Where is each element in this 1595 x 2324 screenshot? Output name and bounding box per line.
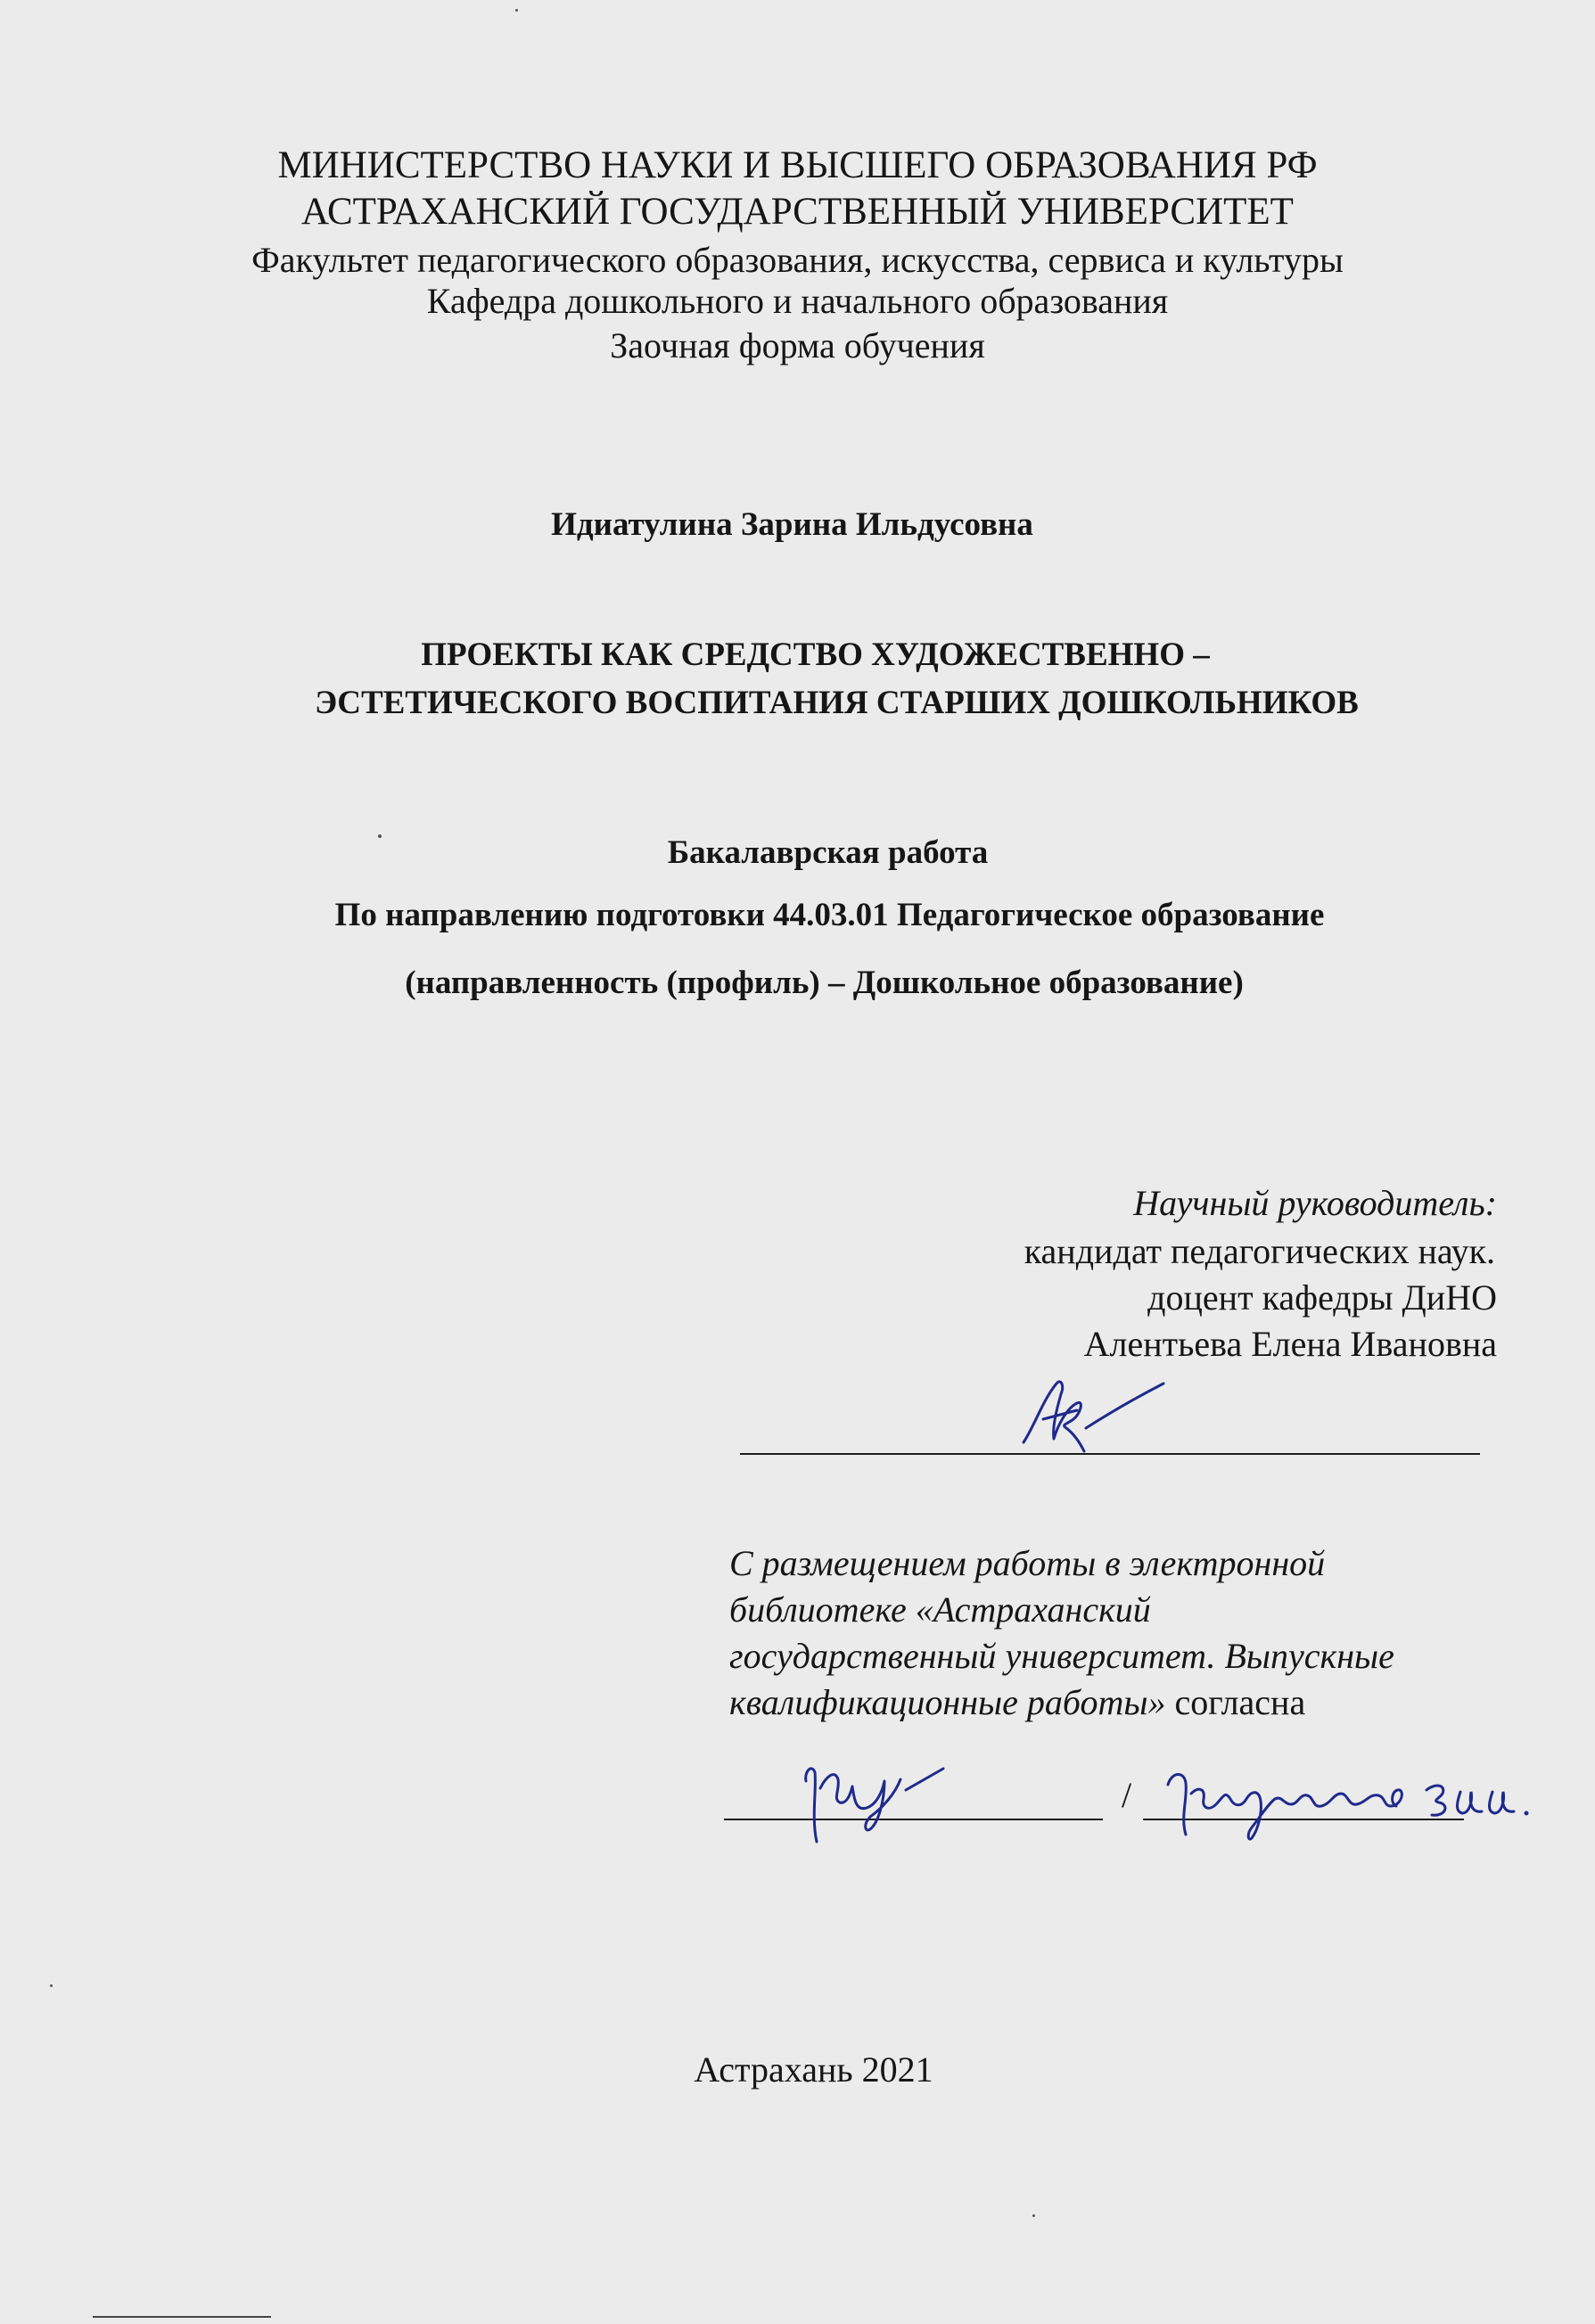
consent-line-2: библиотеке «Астраханский [729, 1589, 1151, 1630]
consent-line-4-italic: квалификационные работы» [729, 1682, 1166, 1722]
supervisor-signature [1007, 1364, 1177, 1462]
scan-speck [1032, 2214, 1035, 2217]
scan-speck [378, 834, 382, 838]
work-direction: По направлению подготовки 44.03.01 Педагогическое образование [334, 897, 1325, 933]
faculty-line: Факультет педагогического образования, искусства, сервиса и культуры [251, 240, 1344, 280]
supervisor-label: Научный руководитель: [1133, 1183, 1497, 1223]
supervisor-degree: кандидат педагогических наук. [1024, 1231, 1495, 1271]
department-line: Кафедра дошкольного и начального образования [426, 281, 1169, 321]
title-line-1: ПРОЕКТЫ КАК СРЕДСТВО ХУДОЖЕСТВЕННО – [421, 636, 1210, 673]
consent-line-4 [729, 1681, 1305, 1724]
ministry-line: МИНИСТЕРСТВО НАУКИ И ВЫСШЕГО ОБРАЗОВАНИЯ РФ [277, 144, 1318, 186]
scan-edge-line [93, 2316, 271, 2318]
consent-line-3: государственный университет. Выпускные [729, 1636, 1394, 1676]
scan-speck [515, 9, 518, 12]
consent-line-1: С размещением работы в электронной [729, 1543, 1326, 1583]
student-handwritten-name [1159, 1749, 1533, 1847]
author-name: Идиатулина Зарина Ильдусовна [551, 506, 1033, 543]
work-type: Бакалаврская работа [667, 834, 989, 871]
student-signature [785, 1737, 990, 1852]
signature-separator: / [1122, 1775, 1132, 1815]
study-form-line: Заочная форма обучения [610, 325, 985, 365]
title-line-2: ЭСТЕТИЧЕСКОГО ВОСПИТАНИЯ СТАРШИХ ДОШКОЛЬНИКОВ [315, 685, 1359, 721]
supervisor-position: доцент кафедры ДиНО [1147, 1277, 1497, 1318]
supervisor-name: Алентьева Елена Ивановна [1083, 1324, 1497, 1364]
scan-speck [50, 1984, 53, 1987]
university-line: АСТРАХАНСКИЙ ГОСУДАРСТВЕННЫЙ УНИВЕРСИТЕТ [301, 191, 1294, 233]
consent-line-4-rest: согласна [1165, 1682, 1306, 1722]
city-year: Астрахань 2021 [694, 2049, 933, 2090]
work-profile: (направленность (профиль) – Дошкольное образование) [405, 965, 1244, 1001]
